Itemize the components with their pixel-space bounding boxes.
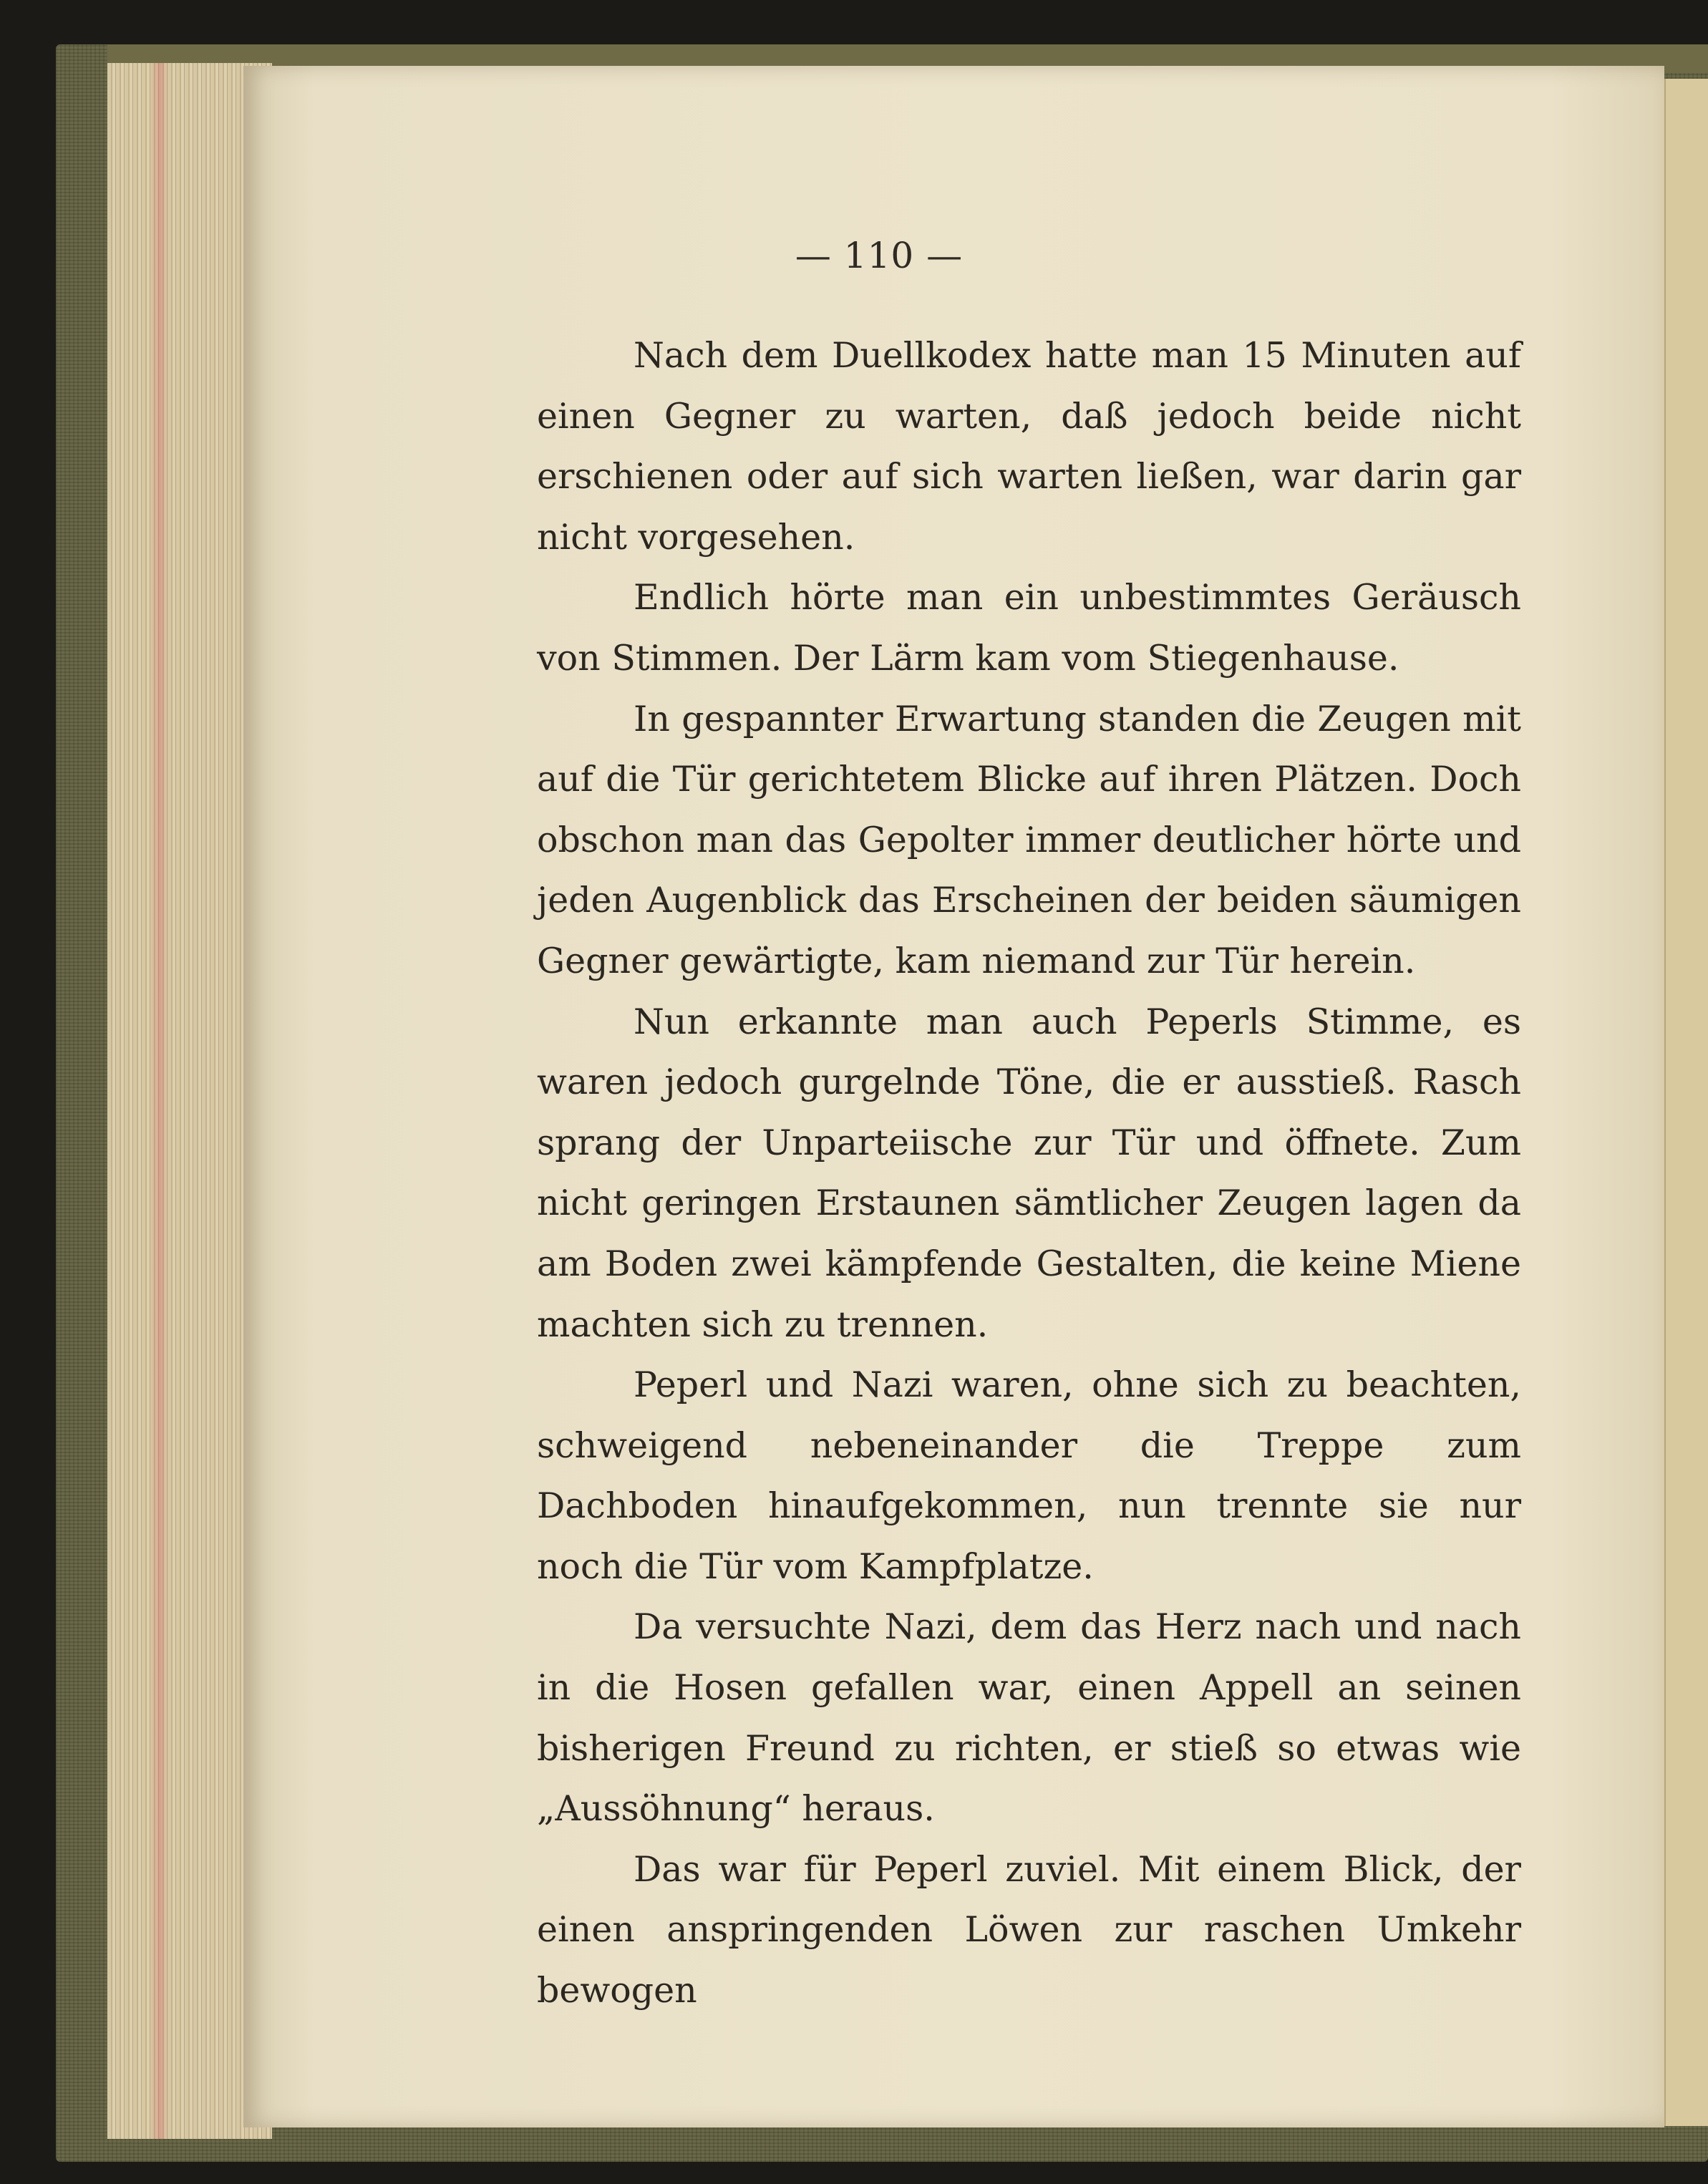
page-body-text (537, 326, 1521, 2022)
paragraph: Peperl und Nazi waren, ohne sich zu beachten, schweigend nebeneinander die Treppe zum Dachboden hinaufgekommen, nun trennte sie nur noch die Tür vom Kampfplatze. (537, 1364, 1521, 1587)
page-number: — 110 — (795, 235, 964, 276)
adjacent-page-edge (1664, 79, 1708, 2126)
paragraph: Nun erkannte man auch Peperls Stimme, es waren jedoch gurgelnde Töne, die er ausstieß. Rasch sprang der Unparteiische zur Tür und öffnete. Zum nicht geringen Erstaunen sämtlicher Zeugen lagen da am Boden zwei kämpfende Gestalten, die keine Miene machten sich zu trennen. (537, 1001, 1521, 1345)
paragraph: Da versuchte Nazi, dem das Herz nach und nach in die Hosen gefallen war, einen Appell an seinen bisherigen Freund zu richten, er stieß so etwas wie „Aussöhnung“ heraus. (537, 1606, 1521, 1830)
paragraph: Endlich hörte man ein unbestimmtes Geräusch von Stimmen. Der Lärm kam vom Stiegenhause. (537, 577, 1521, 679)
paragraph: In gespannter Erwartung standen die Zeugen mit auf die Tür gerichtetem Blicke auf ihren Plätzen. Doch obschon man das Gepolter immer deutlicher hörte und jeden Augenblick das Erscheinen der beiden säumigen Gegner gewärtigte, kam niemand zur Tür herein. (537, 698, 1521, 981)
paragraph: Nach dem Duellkodex hatte man 15 Minuten auf einen Gegner zu warten, daß jedoch beide nicht erschienen oder auf sich warten ließen, war darin gar nicht vorgesehen. (537, 335, 1521, 558)
paragraph: Das war für Peperl zuviel. Mit einem Blick, der einen anspringenden Löwen zur raschen Umkehr bewogen (537, 1848, 1521, 2011)
